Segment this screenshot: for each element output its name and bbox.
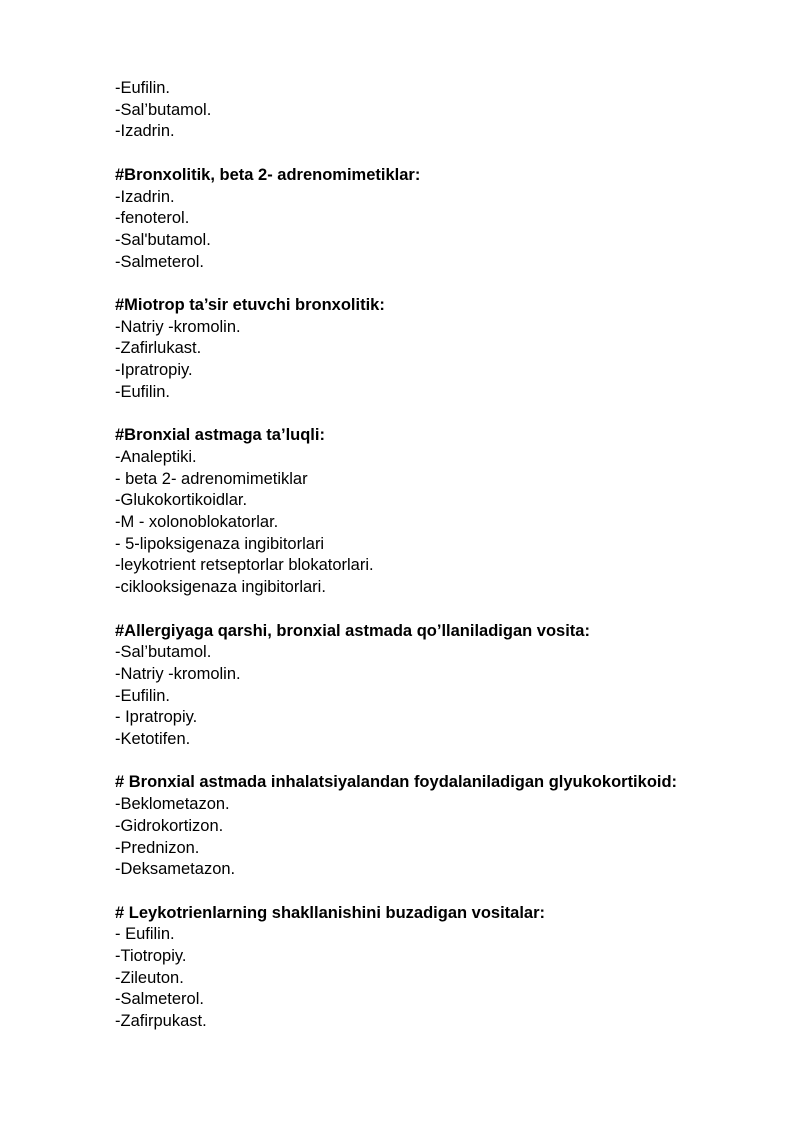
answer-option: -Zafirlukast.: [115, 339, 202, 358]
answer-option: -Beklometazon.: [115, 795, 230, 814]
question-heading: #Allergiyaga qarshi, bronxial astmada qo’llaniladigan vosita:: [115, 621, 590, 640]
question-heading: #Miotrop ta’sir etuvchi bronxolitik:: [115, 296, 385, 314]
question-block: [115, 165, 735, 274]
answer-option: - Eufilin.: [115, 925, 175, 944]
answer-option: - 5-lipoksigenaza ingibitorlari: [115, 534, 325, 553]
answer-option: -Analeptiki.: [115, 447, 197, 466]
question-block: [115, 295, 735, 404]
question-heading: # Leykotrienlarning shakllanishini buzadigan vositalar:: [115, 903, 546, 922]
answer-option: -Ipratropiy.: [115, 361, 193, 380]
answer-option: -M - xolonoblokatorlar.: [115, 513, 279, 532]
answer-option: -Sal’butamol.: [115, 100, 212, 119]
answer-option: -Tiotropiy.: [115, 947, 187, 966]
answer-option: -Izadrin.: [115, 187, 175, 206]
answer-option: -fenoterol.: [115, 209, 190, 228]
answer-option: -Prednizon.: [115, 838, 200, 857]
answer-option: -Salmeterol.: [115, 252, 204, 271]
answer-option: -Natriy -kromolin.: [115, 317, 241, 336]
answer-option: -Ketotifen.: [115, 730, 191, 749]
answer-option: -Eufilin.: [115, 382, 171, 401]
answer-option: -Eufilin.: [115, 79, 171, 97]
question-block: [115, 903, 735, 1033]
answer-option: -Zileuton.: [115, 968, 184, 987]
answer-option: -Izadrin.: [115, 122, 175, 141]
answer-option: -Eufilin.: [115, 686, 171, 705]
question-heading: #Bronxial astmaga ta’luqli:: [115, 426, 325, 445]
answer-option: - beta 2- adrenomimetiklar: [115, 469, 308, 488]
answer-option: -Gidrokortizon.: [115, 816, 224, 835]
document-page: [115, 78, 735, 1055]
answer-option: -Salmeterol.: [115, 990, 204, 1009]
question-block: [115, 621, 735, 751]
question-heading: # Bronxial astmada inhalatsiyalandan foydalaniladigan glyukokortikoid:: [115, 773, 678, 792]
answer-option: -Natriy -kromolin.: [115, 664, 241, 683]
question-block: [115, 772, 735, 881]
question-block: [115, 425, 735, 599]
answer-option: -Glukokortikoidlar.: [115, 491, 248, 510]
answer-option: -Sal'butamol.: [115, 230, 211, 249]
question-heading: #Bronxolitik, beta 2- adrenomimetiklar:: [115, 165, 421, 184]
answer-option: - Ipratropiy.: [115, 708, 198, 727]
answer-option: -ciklooksigenaza ingibitorlari.: [115, 578, 326, 597]
answer-option: -Deksametazon.: [115, 860, 236, 879]
question-block: [115, 78, 735, 143]
answer-option: -Sal’butamol.: [115, 643, 212, 662]
answer-option: -leykotrient retseptorlar blokatorlari.: [115, 556, 374, 575]
answer-option: -Zafirpukast.: [115, 1012, 207, 1031]
